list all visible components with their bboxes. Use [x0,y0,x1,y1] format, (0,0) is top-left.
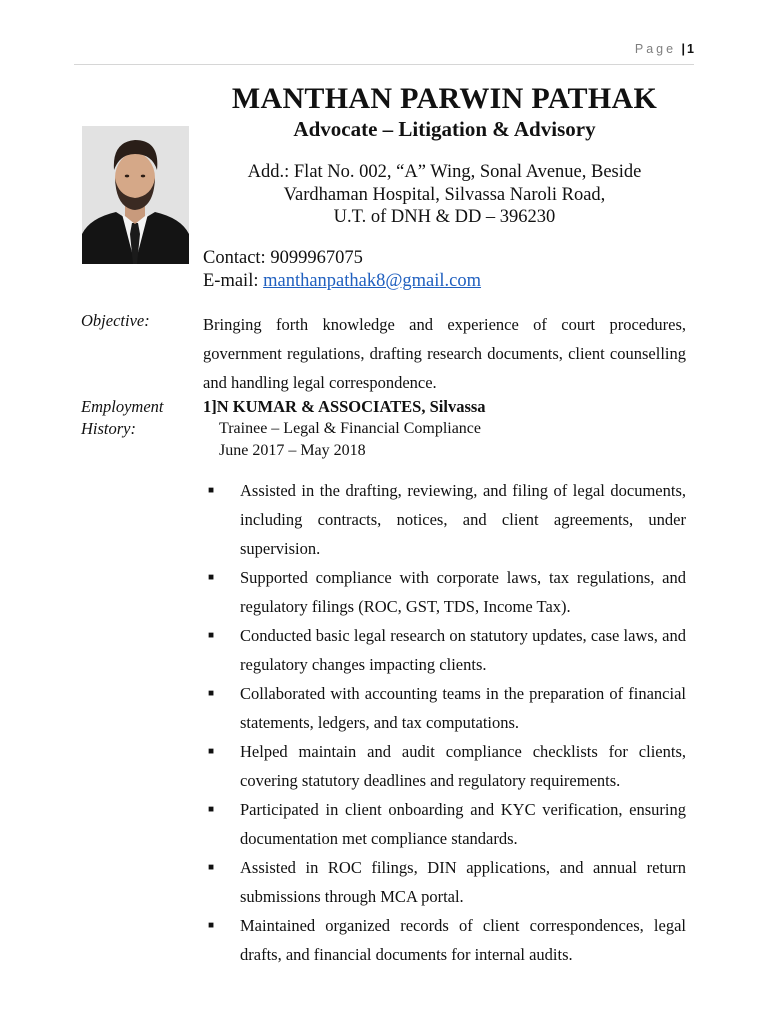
duty-item [203,795,686,853]
address-block [203,161,686,229]
duty-item [203,679,686,737]
contact-number: 9099967075 [270,248,363,268]
employment-label-line: Employment [81,397,164,416]
bullet-square-icon: ■ [208,485,215,496]
duty-text: Assisted in ROC filings, DIN applications, and annual return submissions through MCA portal. [240,858,686,906]
email-label: E-mail: [203,270,259,291]
duty-text: Collaborated with accounting teams in the preparation of financial statements, ledgers, and tax computations. [240,684,686,732]
bullet-square-icon: ■ [208,630,215,641]
email-line [203,270,481,293]
duty-item [203,853,686,911]
bullet-square-icon: ■ [208,746,215,757]
address-line: Add.: Flat No. 002, “A” Wing, Sonal Avenue, Beside [247,162,642,182]
bullet-square-icon: ■ [208,572,215,583]
duty-text: Supported compliance with corporate laws, tax regulations, and regulatory filings (ROC, GST, TDS, Income Tax). [240,568,686,616]
duty-item [203,737,686,795]
bullet-square-icon: ■ [208,920,215,931]
page-header [74,42,694,65]
profile-photo [82,126,189,264]
duty-text: Conducted basic legal research on statutory updates, case laws, and regulatory changes impacting clients. [240,626,686,674]
duty-text: Helped maintain and audit compliance checklists for clients, covering statutory deadlines and regulatory requirements. [240,742,686,790]
duty-text: Maintained organized records of client correspondences, legal drafts, and financial documents for internal audits. [240,916,686,964]
duty-text: Participated in client onboarding and KYC verification, ensuring documentation met compliance standards. [240,800,686,848]
page-label: Page [634,42,677,56]
bullet-square-icon: ■ [208,688,215,699]
candidate-title: Advocate – Litigation & Advisory [293,117,596,141]
address-line: Vardhaman Hospital, Silvassa Naroli Road, [283,184,606,205]
email-link[interactable]: manthanpathak8@gmail.com [263,270,482,291]
employment-label-line: History: [81,419,136,438]
address-line: U.T. of DNH & DD – 396230 [333,207,556,227]
duty-item [203,476,686,563]
job-role: Trainee – Legal & Financial Compliance [219,420,482,437]
contact-line [203,247,481,270]
contact-label: Contact: [203,248,266,268]
objective-label: Objective: [81,311,150,330]
profile-photo-image [82,126,189,264]
objective-text: Bringing forth knowledge and experience of court procedures, government regulations, drafting research documents, client counselling and handling legal correspondence. [203,315,686,392]
duties-list [203,476,686,969]
page-separator: | [681,42,686,56]
duty-text: Assisted in the drafting, reviewing, and filing of legal documents, including contracts, notices, and client agreements, under supervision. [240,481,686,558]
contact-block [203,247,481,292]
bullet-square-icon: ■ [208,804,215,815]
duty-item [203,621,686,679]
employer-name: 1]N KUMAR & ASSOCIATES, Silvassa [203,397,486,416]
duty-item [203,911,686,969]
page-number: 1 [687,42,694,56]
duty-item [203,563,686,621]
bullet-square-icon: ■ [208,862,215,873]
job-period: June 2017 – May 2018 [219,442,366,459]
candidate-name: MANTHAN PARWIN PATHAK [231,82,658,115]
employment-label [81,396,163,440]
